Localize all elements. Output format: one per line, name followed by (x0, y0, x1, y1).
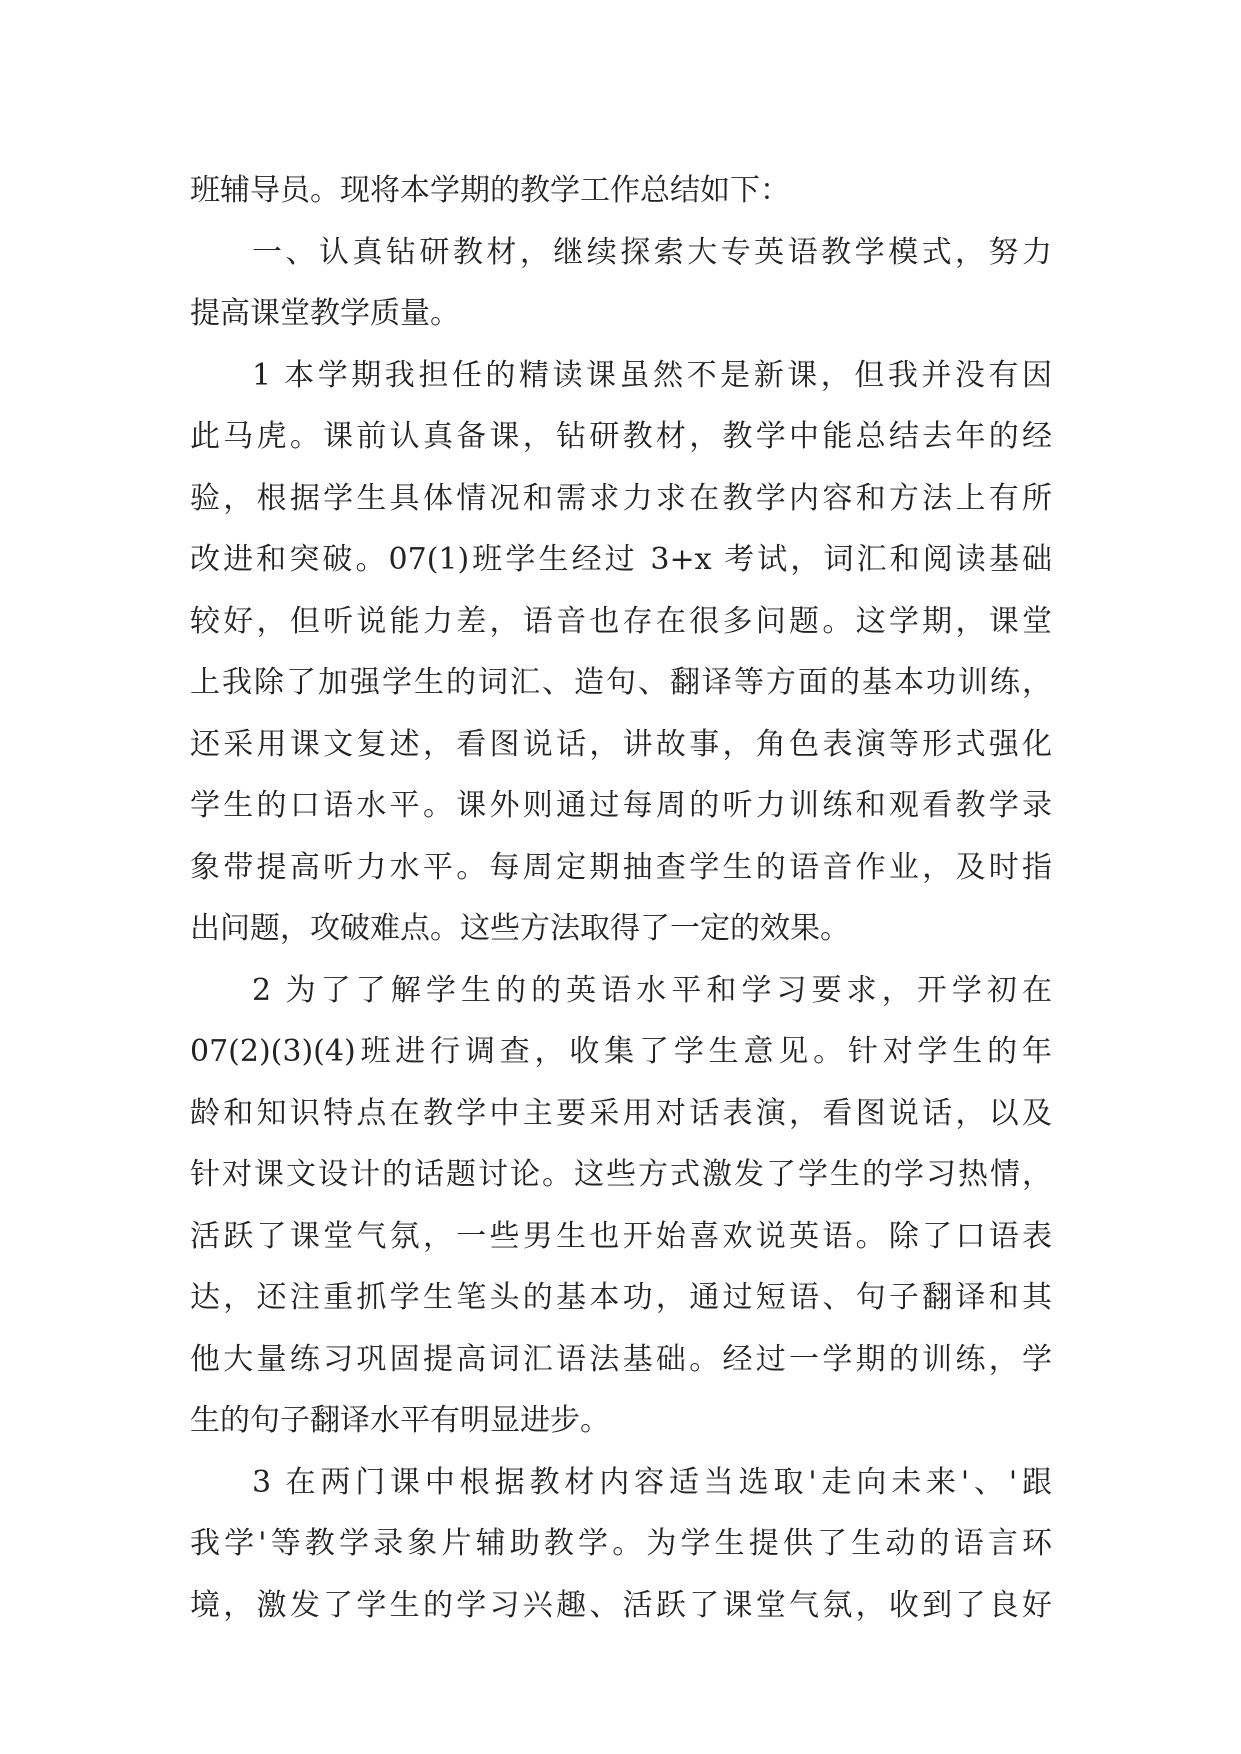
text-line: 1 本学期我担任的精读课虽然不是新课，但我并没有因 (252, 357, 1052, 393)
body-text (190, 160, 1052, 1636)
text-line: 出问题，攻破难点。这些方法取得了一定的效果。 (190, 911, 850, 946)
section-heading-line: 提高课堂教学质量。 (190, 296, 460, 331)
text-line: 改进和突破。07(1)班学生经过 3+x 考试，词汇和阅读基础 (190, 542, 1052, 577)
text-line: 还采用课文复述，看图说话，讲故事，角色表演等形式强化 (190, 726, 1052, 762)
text-line: 龄和知识特点在教学中主要采用对话表演，看图说话，以及 (190, 1095, 1052, 1131)
text-line: 生的句子翻译水平有明显进步。 (190, 1403, 610, 1438)
text-line: 验，根据学生具体情况和需求力求在教学内容和方法上有所 (190, 480, 1052, 516)
text-line: 我学'等教学录象片辅助教学。为学生提供了生动的语言环 (190, 1526, 1052, 1561)
text-line: 较好，但听说能力差，语音也存在很多问题。这学期，课堂 (190, 603, 1052, 639)
text-line: 2 为了了解学生的的英语水平和学习要求，开学初在 (252, 972, 1052, 1008)
text-line: 班辅导员。现将本学期的教学工作总结如下： (190, 173, 790, 208)
section-heading-line: 一、认真钻研教材，继续探索大专英语教学模式，努力 (252, 234, 1052, 270)
text-line: 境，激发了学生的学习兴趣、活跃了课堂气氛，收到了良好 (190, 1587, 1052, 1623)
text-line: 此马虎。课前认真备课，钻研教材，教学中能总结去年的经 (190, 419, 1052, 454)
text-line: 学生的口语水平。课外则通过每周的听力训练和观看教学录 (190, 788, 1052, 823)
text-line: 针对课文设计的话题讨论。这些方式激发了学生的学习热情， (190, 1157, 1052, 1192)
text-line: 他大量练习巩固提高词汇语法基础。经过一学期的训练，学 (190, 1341, 1052, 1377)
text-line: 活跃了课堂气氛，一些男生也开始喜欢说英语。除了口语表 (190, 1218, 1052, 1254)
text-line: 3 在两门课中根据教材内容适当选取'走向未来'、'跟 (252, 1464, 1052, 1500)
text-line: 07(2)(3)(4)班进行调查，收集了学生意见。针对学生的年 (190, 1034, 1052, 1069)
text-line: 象带提高听力水平。每周定期抽查学生的语音作业，及时指 (190, 849, 1052, 885)
text-line: 上我除了加强学生的词汇、造句、翻译等方面的基本功训练， (190, 665, 1052, 700)
text-line: 达，还注重抓学生笔头的基本功，通过短语、句子翻译和其 (190, 1280, 1052, 1315)
